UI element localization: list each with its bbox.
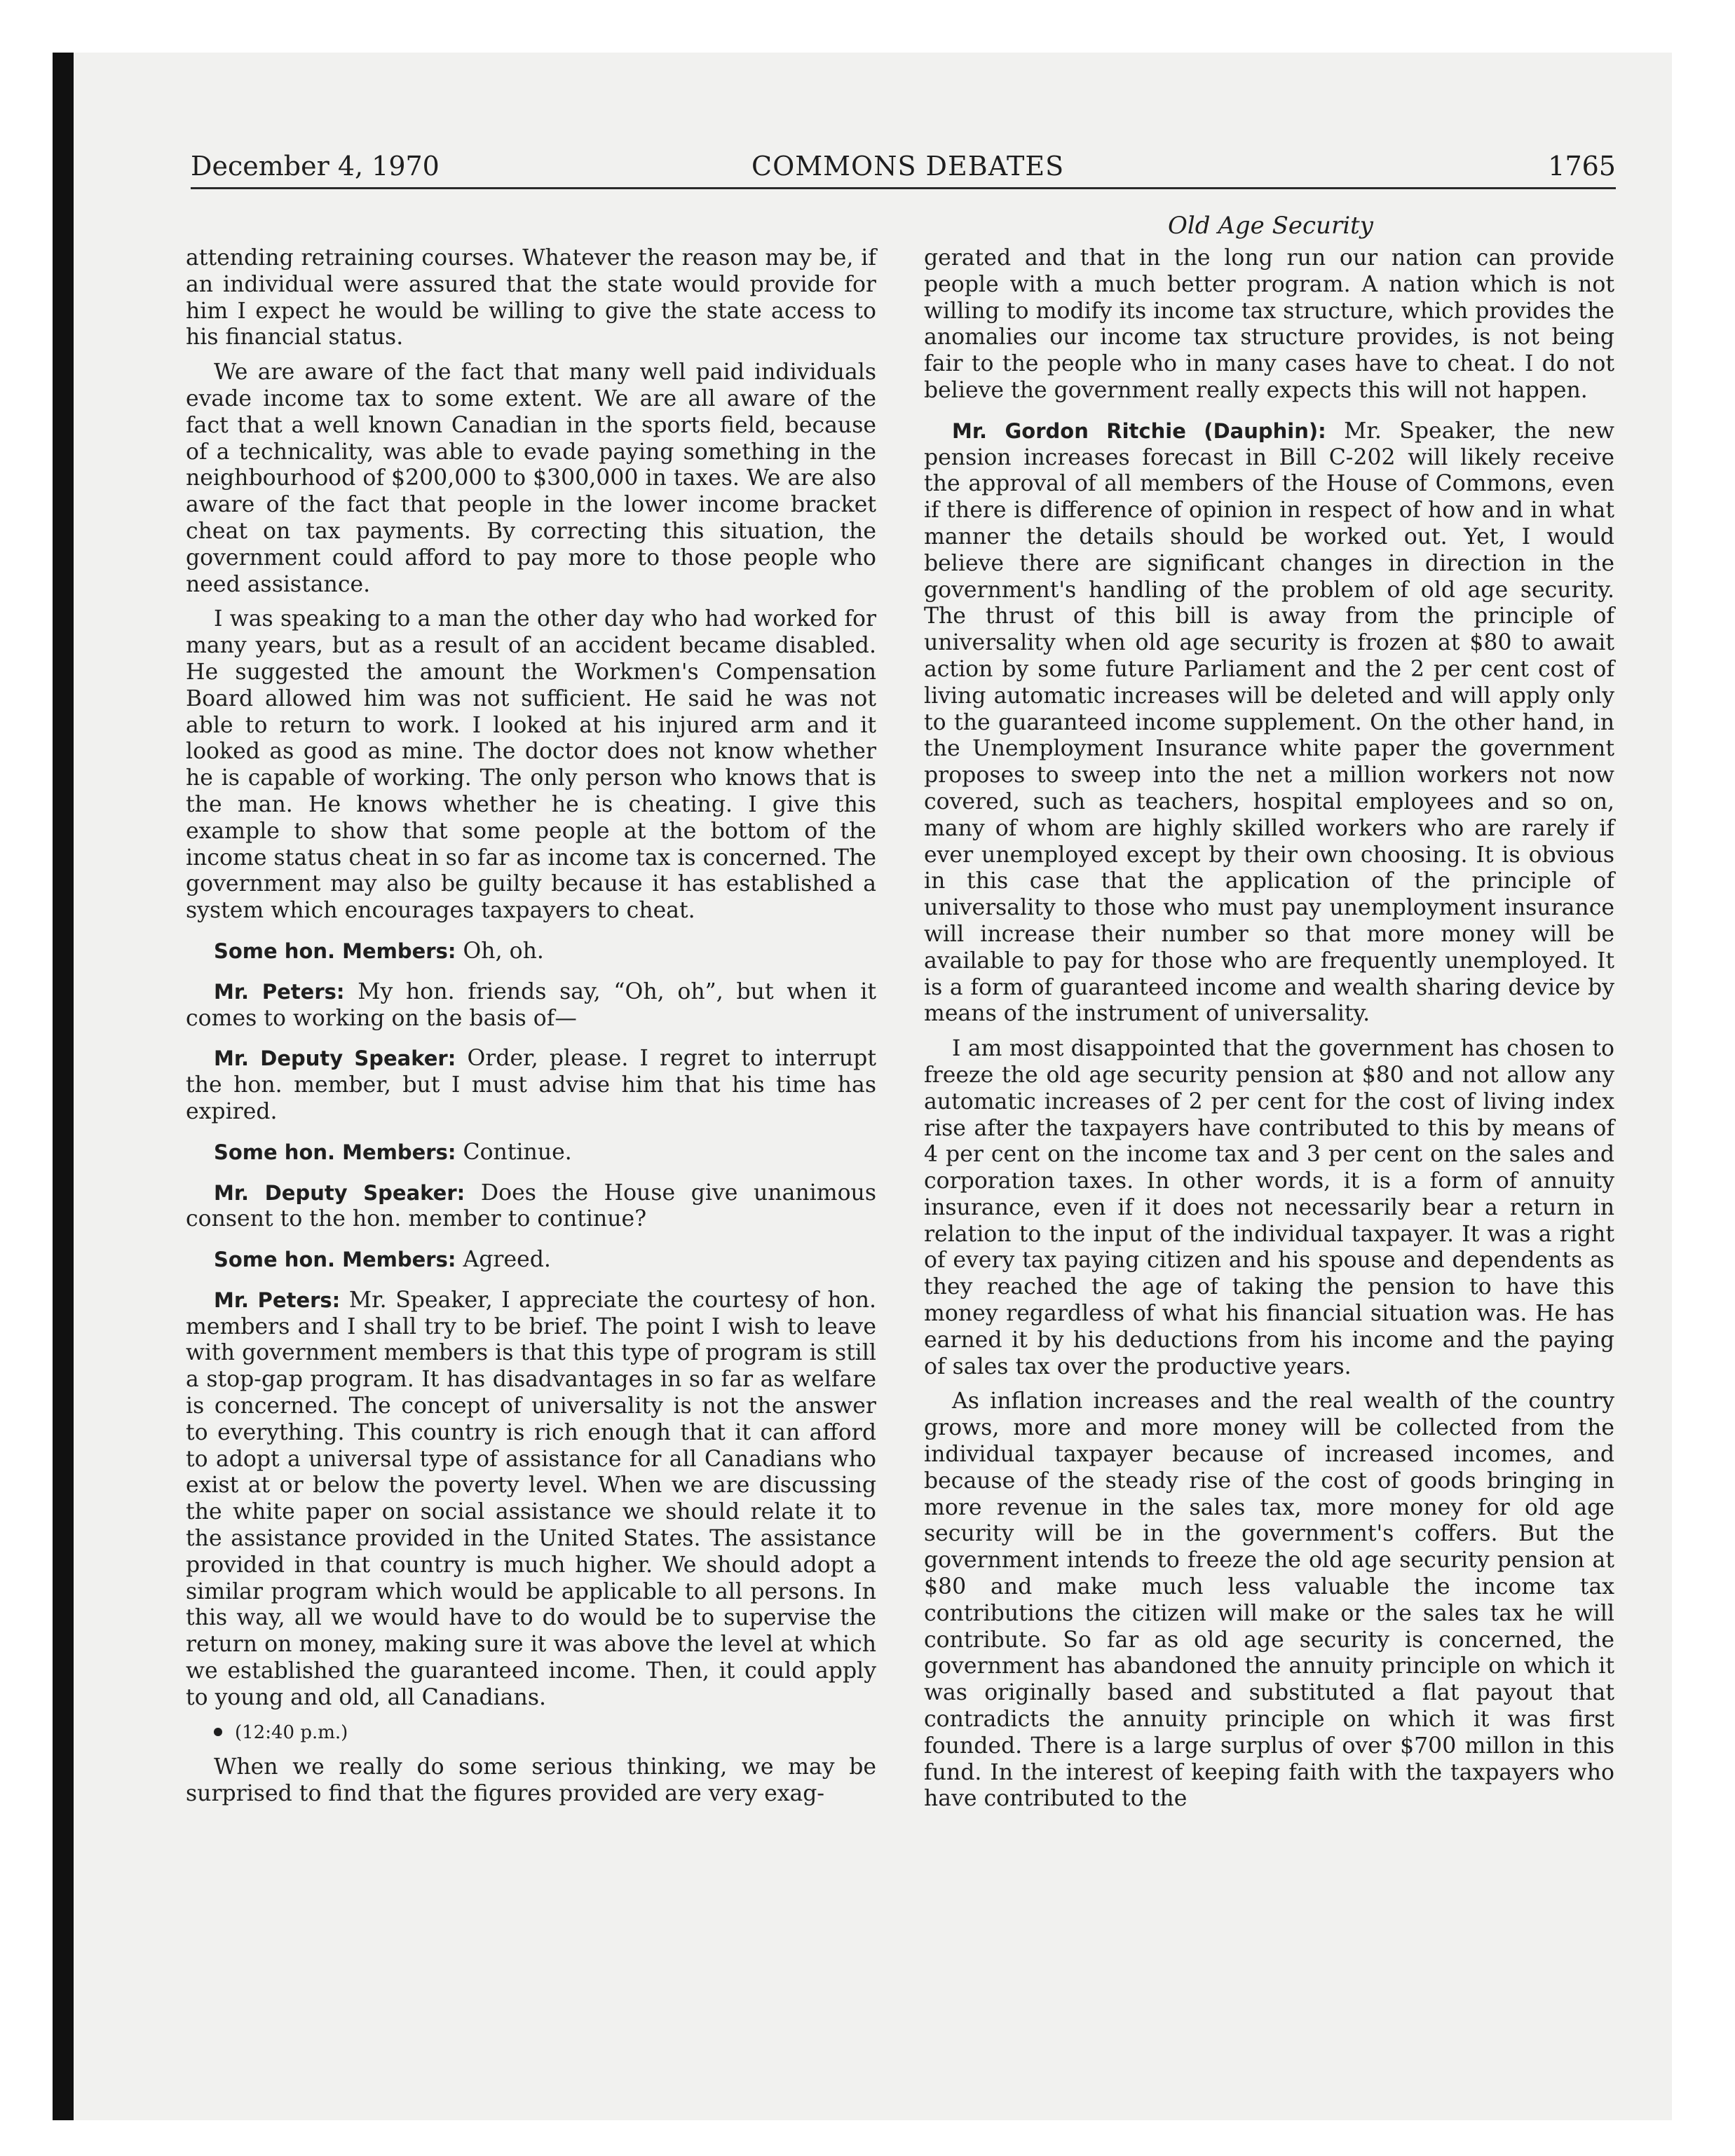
speech [186,1046,876,1125]
speech [186,1140,876,1166]
speech-text: Continue. [463,1139,572,1165]
speech [186,939,876,965]
header-date: December 4, 1970 [191,151,440,182]
speech-text: Order, please. I regret to interrupt the hon. member, but I must advise him that his time has expired. [186,1046,876,1124]
speech-text: Mr. Speaker, the new pension increases forecast in Bill C-202 will likely receive the approval of all members of the House of Commons, even if there is difference of opinion in respect of how and in what manner the details should be worked out. Yet, I would believe there are significant changes in direction in the government's handling of the problem of old age security. The thrust of this bill is away from the principle of universality when old age security is frozen at $80 to await action by some future Parliament and the 2 per cent cost of living automatic increases will be deleted and will apply only to the guaranteed income supplement. On the other hand, in the Unemployment Insurance white paper the government proposes to sweep into the net a million workers not now covered, such as teachers, hospital employees and so on, many of whom are highly skilled workers who are rarely if ever unemployed except by their own choosing. It is obvious in this case that the application of the principle of universality to those who must pay unemployment insurance will increase their number so that more money will be available to pay for those who are frequently unemployed. It is a form of guaranteed income and wealth sharing device by means of the instrument of universality. [924,418,1615,1027]
timestamp [186,1720,876,1747]
scan-edge [53,53,74,2120]
timestamp-text: (12:40 p.m.) [235,1721,348,1743]
paragraph: We are aware of the fact that many well paid individuals evade income tax to some extent. We are all aware of the fact that a well known Canadian in the sports field, because of a technicality, was able to evade paying something in the neighbourhood of $200,000 to $300,000 in taxes. We are also aware of the fact that people in the lower income bracket cheat on tax payments. By correcting this situation, the government could afford to pay more to those people who need assistance. [186,360,876,597]
header-publication: COMMONS DEBATES [751,151,1065,182]
header-page-number: 1765 [1548,151,1616,182]
section-title: Old Age Security [1168,212,1373,240]
paragraph: gerated and that in the long run our nation can provide people with a much better program. A nation which is not willing to modify its income tax structure, which provides the anomalies our income tax structure provides, is not being fair to the people who in many cases have to cheat. I do not believe the government really expects this will not happen. [924,245,1614,403]
bullet-icon [214,1728,222,1736]
speaker-name: Mr. Deputy Speaker: [214,1180,465,1205]
speaker-name: Some hon. Members: [214,939,456,963]
speech-text: Agreed. [463,1247,551,1273]
speech-text: Mr. Speaker, I appreciate the courtesy of hon. members and I shall try to be brief. The point I wish to leave with government members is that this type of program is still a stop-gap program. It has disadvantages in so far as welfare is concerned. The concept of universality is not the answer to everything. This country is rich enough that it can afford to adopt a universal type of assistance for all Canadians who exist at or below the poverty level. When we are discussing the white paper on social assistance we should relate it to the assistance provided in the United States. The assistance provided in that country is much higher. We should adopt a similar program which would be applicable to all persons. In this way, all we would have to do would be to supervise the return on money, making sure it was above the level at which we established the guaranteed income. Then, it could apply to young and old, all Canadians. [186,1287,876,1710]
speech [186,979,876,1032]
speech-text: Oh, oh. [463,938,544,964]
speech-text: Does the House give unanimous consent to the hon. member to continue? [186,1180,877,1232]
speech [924,418,1614,1028]
speech-text: My hon. friends say, “Oh, oh”, but when it comes to working on the basis of— [186,978,876,1031]
paragraph: I was speaking to a man the other day who had worked for many years, but as a result of an accident became disabled. He suggested the amount the Workmen's Compensation Board allowed him was not sufficient. He said he was not able to return to work. I looked at his injured arm and it looked as good as mine. The doctor does not know whether he is capable of working. The only person who knows that is the man. He knows whether he is cheating. I give this example to show that some people at the bottom of the income status cheat in so far as income tax is concerned. The government may also be guilty because it has established a system which encourages taxpayers to cheat. [186,606,876,924]
page-header [191,145,1616,189]
speech [186,1288,876,1712]
left-column [186,245,876,1816]
speaker-name: Mr. Deputy Speaker: [214,1046,456,1071]
speech [186,1247,876,1274]
speaker-name: Some hon. Members: [214,1248,456,1272]
speech [186,1180,876,1234]
paragraph: As inflation increases and the real wealth of the country grows, more and more money will be collected from the individual taxpayer because of increased incomes, and because of the steady rise of the cost of goods bringing in more revenue in the sales tax, more money for old age security will be in the government's coffers. But the government intends to freeze the old age security pension at $80 and make much less valuable the income tax contributions the citizen will make or the sales tax he will contribute. So far as old age security is concerned, the government has abandoned the annuity principle on which it was originally based and substituted a flat payout that contradicts the annuity principle on which it was first founded. There is a large surplus of over $700 millon in this fund. In the interest of keeping faith with the taxpayers who have contributed to the [924,1389,1614,1812]
paragraph: I am most disappointed that the government has chosen to freeze the old age security pension at $80 and not allow any automatic increases of 2 per cent for the cost of living index rise after the taxpayers have contributed to this by means of 4 per cent on the income tax and 3 per cent on the sales and corporation taxes. In other words, it is a form of annuity insurance, even if it does not necessarily bear a return in relation to the input of the individual taxpayer. It was a right of every tax paying citizen and his spouse and dependents as they reached the age of taking the pension to have this money regardless of what his financial situation was. He has earned it by his deductions from his income and the paying of sales tax over the productive years. [924,1036,1614,1379]
paragraph: attending retraining courses. Whatever the reason may be, if an individual were assured that the state would provide for him I expect he would be willing to give the state access to his financial status. [186,245,876,350]
speaker-name: Mr. Gordon Ritchie (Dauphin): [952,418,1326,443]
speaker-name: Mr. Peters: [214,1288,341,1312]
speaker-name: Mr. Peters: [214,979,345,1004]
speaker-name: Some hon. Members: [214,1140,456,1164]
right-column [924,245,1614,1821]
paragraph: When we really do some serious thinking, we may be surprised to find that the figures provided are very exag- [186,1754,876,1807]
